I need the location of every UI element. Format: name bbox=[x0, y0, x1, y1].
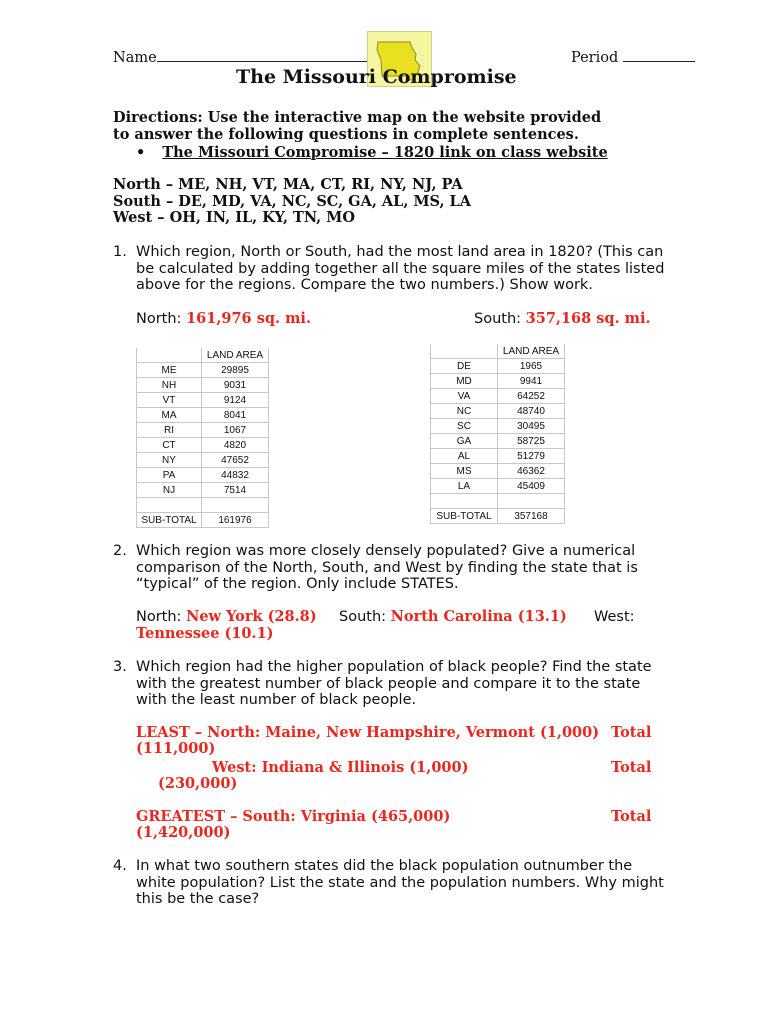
table-row bbox=[137, 453, 269, 468]
table-row bbox=[431, 404, 565, 419]
name-blank[interactable] bbox=[157, 47, 381, 62]
table-cell: 58725 bbox=[498, 434, 565, 449]
q3-least-line: LEAST – North: Maine, New Hampshire, Vermont (1,000) bbox=[136, 724, 600, 741]
table-row bbox=[431, 449, 565, 464]
question-1-number: 1. bbox=[113, 244, 127, 260]
directions-label: Directions bbox=[113, 109, 198, 126]
table-cell bbox=[202, 498, 269, 513]
table-cell: NH bbox=[137, 378, 202, 393]
directions bbox=[113, 110, 613, 143]
table-cell: 45409 bbox=[498, 479, 565, 494]
page-title: The Missouri Compromise bbox=[236, 66, 517, 88]
period-blank[interactable] bbox=[623, 47, 695, 62]
table-cell: SUB-TOTAL bbox=[137, 513, 202, 528]
q3-least-total: (111,000) bbox=[136, 740, 216, 757]
region-west: West – OH, IN, IL, KY, TN, MO bbox=[113, 209, 355, 226]
directions-bullet bbox=[136, 145, 608, 162]
question-2-number: 2. bbox=[113, 543, 127, 559]
table-row bbox=[137, 378, 269, 393]
q2-north-answer: North: New York (28.8) bbox=[136, 608, 317, 625]
table-cell: 29895 bbox=[202, 363, 269, 378]
table-cell: CT bbox=[137, 438, 202, 453]
question-3-text: Which region had the higher population of black people? Find the state with the greatest number of black people and compare it to the state with the least number of black people. bbox=[136, 659, 652, 708]
table-cell: 44832 bbox=[202, 468, 269, 483]
table-cell bbox=[431, 494, 498, 509]
table-cell bbox=[498, 494, 565, 509]
name-label: Name bbox=[113, 50, 157, 66]
table-cell: 48740 bbox=[498, 404, 565, 419]
table-cell: 9941 bbox=[498, 374, 565, 389]
region-south: South – DE, MD, VA, NC, SC, GA, AL, MS, LA bbox=[113, 192, 472, 210]
table-row bbox=[431, 434, 565, 449]
table-row bbox=[137, 408, 269, 423]
table-cell: RI bbox=[137, 423, 202, 438]
table-cell: ME bbox=[137, 363, 202, 378]
table-cell: 30495 bbox=[498, 419, 565, 434]
table-cell: 46362 bbox=[498, 464, 565, 479]
name-row bbox=[113, 47, 381, 67]
table-cell: MD bbox=[431, 374, 498, 389]
q1-north-answer: North: 161,976 sq. mi. bbox=[136, 310, 311, 327]
table-cell: DE bbox=[431, 359, 498, 374]
table-cell: VT bbox=[137, 393, 202, 408]
table-cell: NJ bbox=[137, 483, 202, 498]
table-cell: 4820 bbox=[202, 438, 269, 453]
table-cell: 7514 bbox=[202, 483, 269, 498]
period-label: Period bbox=[571, 50, 619, 66]
question-2-text: Which region was more closely densely populated? Give a numerical comparison of the North, South, and West by finding the state that is “typical” of the region. Only include STATES. bbox=[136, 543, 638, 592]
table-row bbox=[431, 479, 565, 494]
table-row bbox=[431, 359, 565, 374]
table-cell: 1067 bbox=[202, 423, 269, 438]
q1-south-answer: South: 357,168 sq. mi. bbox=[474, 310, 651, 327]
table-cell: 64252 bbox=[498, 389, 565, 404]
question-4-number: 4. bbox=[113, 858, 127, 874]
south-land-area-table bbox=[430, 344, 565, 524]
class-website-link[interactable]: The Missouri Compromise – 1820 link on class website bbox=[162, 144, 608, 161]
q3-west-total-label: Total bbox=[611, 759, 652, 776]
table-cell: 357168 bbox=[498, 509, 565, 524]
table-cell: MA bbox=[137, 408, 202, 423]
q3-greatest-line: GREATEST – South: Virginia (465,000) bbox=[136, 808, 451, 825]
table-cell bbox=[431, 344, 498, 359]
directions-text: : Use the interactive map on the website provided to answer the following questions in complete sentences. bbox=[113, 109, 602, 143]
table-cell: AL bbox=[431, 449, 498, 464]
table-cell: 1965 bbox=[498, 359, 565, 374]
q3-greatest-total-label: Total bbox=[611, 808, 652, 825]
table-row bbox=[137, 393, 269, 408]
question-1-text: Which region, North or South, had the most land area in 1820? (This can be calculated by adding together all the square miles of the states listed above for the regions. Compare the two numbers.) Show work. bbox=[136, 244, 665, 293]
table-row bbox=[431, 494, 565, 509]
table-row bbox=[431, 374, 565, 389]
table-row bbox=[137, 498, 269, 513]
q2-west-label: West: bbox=[594, 609, 635, 625]
table-row bbox=[137, 423, 269, 438]
q3-greatest-total: (1,420,000) bbox=[136, 824, 231, 841]
q3-west-line: West: Indiana & Illinois (1,000) bbox=[212, 759, 469, 776]
question-3-number: 3. bbox=[113, 659, 127, 675]
table-row bbox=[431, 464, 565, 479]
table-header-row bbox=[137, 348, 269, 363]
table-cell: SC bbox=[431, 419, 498, 434]
q3-least-total-label: Total bbox=[611, 724, 652, 741]
table-cell: NC bbox=[431, 404, 498, 419]
question-4-text: In what two southern states did the black population outnumber the white population? List the state and the population numbers. Why might this be the case? bbox=[136, 858, 664, 907]
table-cell bbox=[137, 348, 202, 363]
table-cell: LA bbox=[431, 479, 498, 494]
table-header-row bbox=[431, 344, 565, 359]
table-cell: 9031 bbox=[202, 378, 269, 393]
table-cell bbox=[137, 498, 202, 513]
table-cell: LAND AREA bbox=[202, 348, 269, 363]
table-cell: GA bbox=[431, 434, 498, 449]
table-row bbox=[137, 438, 269, 453]
region-list bbox=[113, 177, 471, 227]
q2-west-answer: Tennessee (10.1) bbox=[136, 625, 274, 642]
subtotal-row bbox=[137, 513, 269, 528]
period-row bbox=[571, 47, 695, 67]
table-row bbox=[137, 468, 269, 483]
table-cell: PA bbox=[137, 468, 202, 483]
region-north: North – ME, NH, VT, MA, CT, RI, NY, NJ, PA bbox=[113, 176, 463, 193]
table-row bbox=[431, 389, 565, 404]
q2-south-answer: South: North Carolina (13.1) bbox=[339, 608, 567, 625]
table-cell: 9124 bbox=[202, 393, 269, 408]
table-row bbox=[431, 419, 565, 434]
table-cell: 161976 bbox=[202, 513, 269, 528]
table-cell: 47652 bbox=[202, 453, 269, 468]
table-cell: LAND AREA bbox=[498, 344, 565, 359]
subtotal-row bbox=[431, 509, 565, 524]
table-cell: SUB-TOTAL bbox=[431, 509, 498, 524]
table-cell: 8041 bbox=[202, 408, 269, 423]
bullet-icon: • bbox=[136, 144, 146, 161]
table-cell: VA bbox=[431, 389, 498, 404]
q3-west-total: (230,000) bbox=[158, 775, 238, 792]
north-land-area-table bbox=[136, 348, 269, 528]
table-row bbox=[137, 363, 269, 378]
table-cell: 51279 bbox=[498, 449, 565, 464]
table-row bbox=[137, 483, 269, 498]
table-cell: NY bbox=[137, 453, 202, 468]
table-cell: MS bbox=[431, 464, 498, 479]
